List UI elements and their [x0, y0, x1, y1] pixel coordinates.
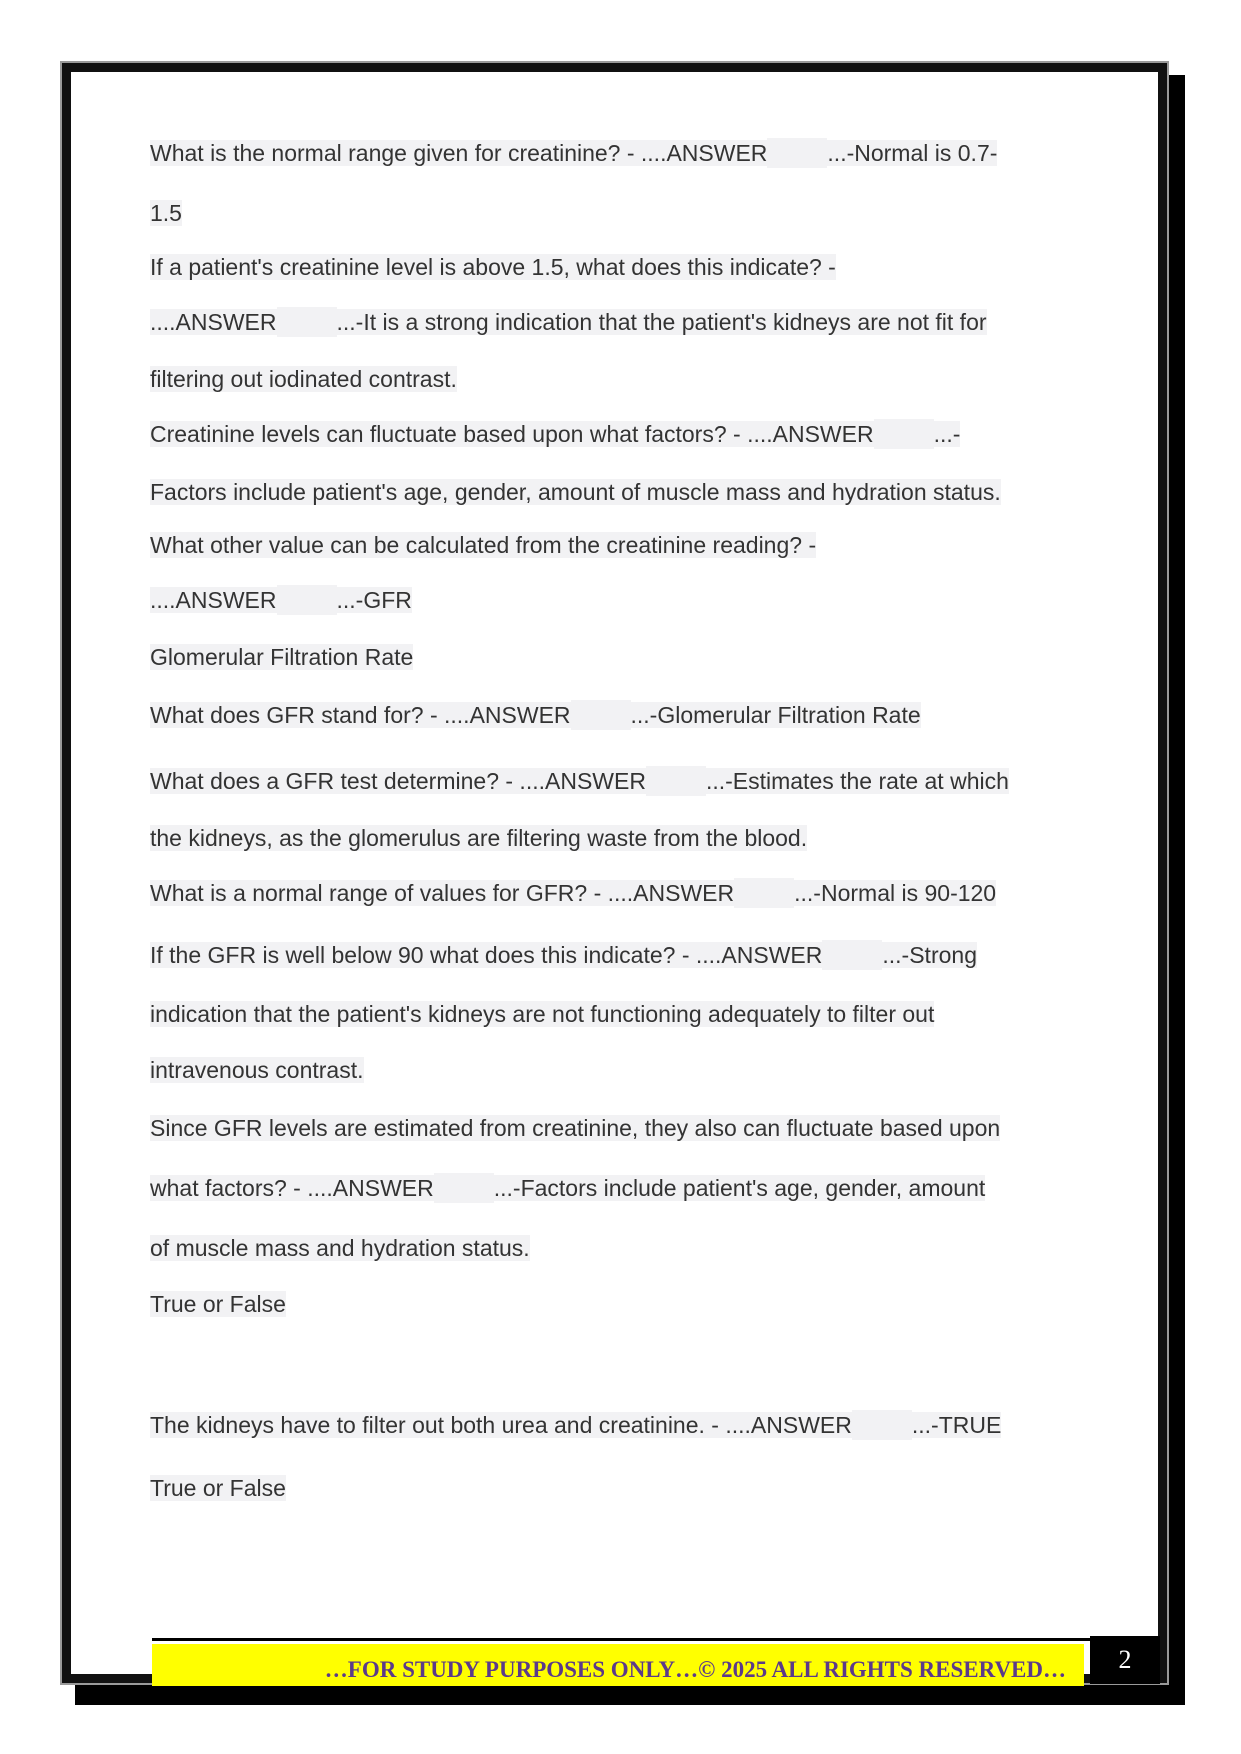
text-line	[150, 1410, 1001, 1440]
line-text: filtering out iodinated contrast.	[150, 366, 457, 392]
text-line	[150, 138, 997, 168]
page-number: 2	[1090, 1636, 1160, 1684]
answer-gap	[734, 878, 794, 908]
line-text: ....ANSWER	[150, 309, 277, 335]
text-line	[150, 1055, 364, 1085]
line-text: intravenous contrast.	[150, 1057, 364, 1083]
text-line	[150, 642, 413, 672]
line-text: What does GFR stand for? - ....ANSWER	[150, 702, 571, 728]
text-line	[150, 1289, 286, 1319]
footer-notice: …FOR STUDY PURPOSES ONLY…© 2025 ALL RIGHTS RESERVED…	[152, 1644, 1084, 1686]
answer-text: ...-Normal is 0.7-	[827, 140, 998, 166]
line-text: If the GFR is well below 90 what does this indicate? - ....ANSWER	[150, 942, 823, 968]
line-text: What other value can be calculated from the creatinine reading? -	[150, 532, 817, 558]
line-text: Factors include patient's age, gender, amount of muscle mass and hydration status.	[150, 479, 1001, 505]
answer-gap	[277, 307, 337, 337]
answer-text: ...-GFR	[336, 587, 412, 613]
text-line	[150, 530, 816, 560]
line-text: Glomerular Filtration Rate	[150, 644, 414, 670]
answer-text: ...-Glomerular Filtration Rate	[630, 702, 921, 728]
text-line	[150, 999, 934, 1029]
text-line	[150, 198, 182, 228]
line-text: What does a GFR test determine? - ....ANSWER	[150, 768, 646, 794]
line-text: what factors? - ....ANSWER	[150, 1175, 434, 1201]
text-line	[150, 364, 457, 394]
answer-text: ...-TRUE	[911, 1412, 1002, 1438]
answer-text: ...-Factors include patient's age, gender, amount	[493, 1175, 986, 1201]
text-line	[150, 419, 960, 449]
line-text: If a patient's creatinine level is above 1.5, what does this indicate? -	[150, 254, 836, 280]
line-text: True or False	[150, 1475, 286, 1501]
answer-text: ...-It is a strong indication that the patient's kidneys are not fit for	[336, 309, 987, 335]
line-text: of muscle mass and hydration status.	[150, 1235, 530, 1261]
text-line	[150, 307, 987, 337]
line-text: the kidneys, as the glomerulus are filtering waste from the blood.	[150, 825, 808, 851]
text-line	[150, 252, 836, 282]
text-line	[150, 823, 807, 853]
line-text: Creatinine levels can fluctuate based upon what factors? - ....ANSWER	[150, 421, 874, 447]
line-text: True or False	[150, 1291, 286, 1317]
line-text: Since GFR levels are estimated from creatinine, they also can fluctuate based upon	[150, 1115, 1001, 1141]
answer-gap	[852, 1410, 912, 1440]
answer-text: ...-Estimates the rate at which	[705, 768, 1009, 794]
answer-text: ...-Strong	[882, 942, 977, 968]
text-line	[150, 878, 996, 908]
line-text: indication that the patient's kidneys are not functioning adequately to filter out	[150, 1001, 935, 1027]
answer-gap	[874, 419, 934, 449]
answer-text: ...-Normal is 90-120	[794, 880, 997, 906]
answer-gap	[646, 766, 706, 796]
answer-gap	[767, 138, 827, 168]
text-line	[150, 1233, 530, 1263]
text-line	[150, 766, 1009, 796]
text-line	[150, 1113, 1000, 1143]
line-text: 1.5	[150, 200, 182, 226]
answer-text: ...-	[933, 421, 961, 447]
text-line	[150, 477, 1001, 507]
line-text: ....ANSWER	[150, 587, 277, 613]
line-text: The kidneys have to filter out both urea and creatinine. - ....ANSWER	[150, 1412, 852, 1438]
line-text: What is a normal range of values for GFR? - ....ANSWER	[150, 880, 735, 906]
text-line	[150, 1173, 985, 1203]
answer-gap	[277, 585, 337, 615]
answer-gap	[822, 940, 882, 970]
text-line	[150, 940, 977, 970]
line-text: What is the normal range given for creatinine? - ....ANSWER	[150, 140, 768, 166]
text-line	[150, 700, 921, 730]
answer-gap	[434, 1173, 494, 1203]
text-line	[150, 1473, 286, 1503]
footer-rule	[152, 1638, 1127, 1641]
text-line	[150, 585, 412, 615]
answer-gap	[571, 700, 631, 730]
